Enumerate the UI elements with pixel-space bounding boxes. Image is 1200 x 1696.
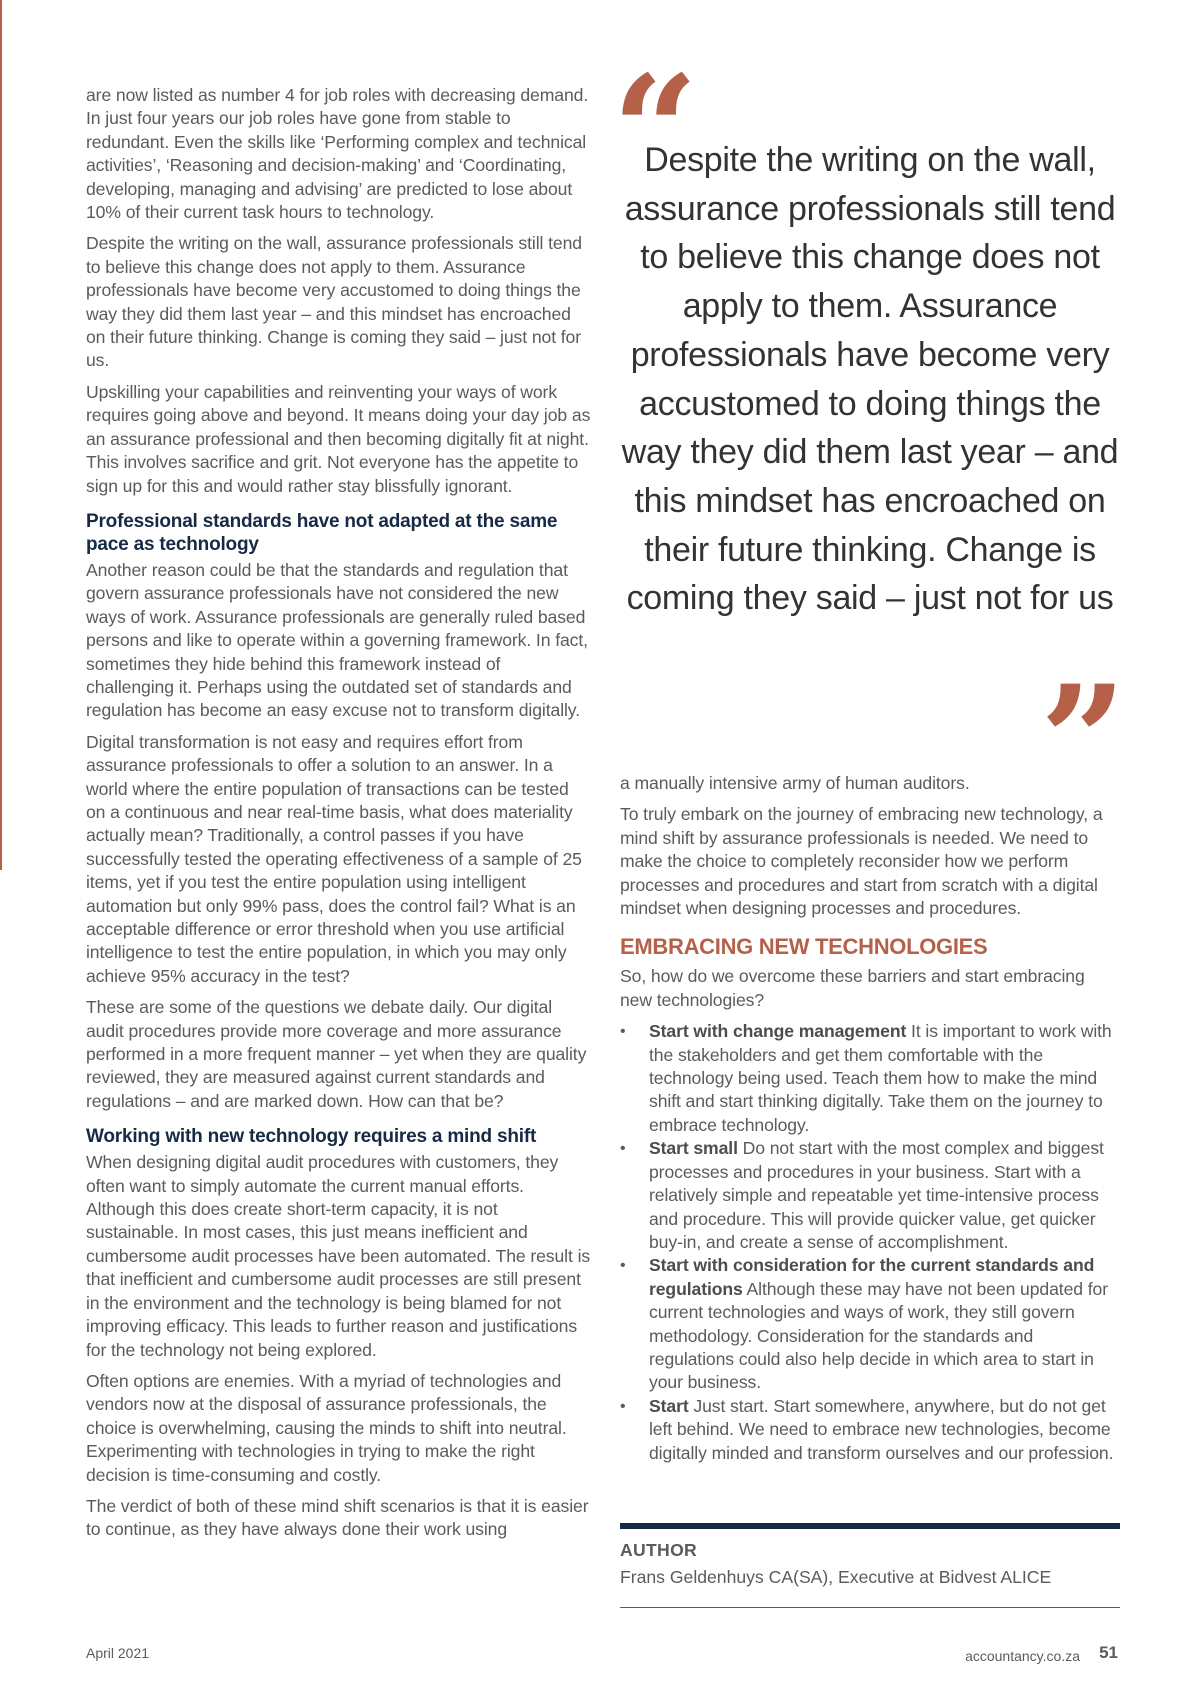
section-heading-standards: Professional standards have not adapted at the same pace as technology [86, 510, 558, 555]
open-quote-icon: “ [612, 43, 699, 219]
left-paragraph-9: The verdict of both of these mind shift scenarios is that it is easier to continue, as they have always done their work using [86, 1495, 589, 1540]
right-paragraph-3: So, how do we overcome these barriers and start embracing new technologies? [620, 966, 1085, 1010]
list-item-text: Although these may have not been updated for current technologies and ways of work, they still govern methodology. Consideration for the standards and regulations could also help decide in which area to start in your business. [649, 1278, 1108, 1393]
list-item [620, 1137, 1120, 1254]
left-paragraph-5: Digital transformation is not easy and requires effort from assurance professionals to offer a solution to an answer. In a world where the entire population of transactions can be tested on a continuous and near real-time basis, what does materiality actually mean? Traditionally, a control passes if you have successfully tested the operating effectiveness of a sample of 25 items, yet if you test the entire population using intelligent automation but only 99% pass, does the control fail? What is an acceptable difference or error threshold when you use artificial intelligence to test the entire population, in which you may only achieve 95% accuracy in the test? [86, 731, 582, 986]
page-edge-rule [0, 0, 2, 870]
pull-quote-text: Despite the writing on the wall, assurance professionals still tend to believe this change does not apply to them. Assurance professionals have become very accustomed to doing things the way they did them last year – and this mindset has encroached on their future thinking. Change is coming they said – just not for us [621, 141, 1119, 618]
left-column [86, 84, 591, 1550]
bullet-list [620, 1020, 1120, 1465]
bullet-icon: • [620, 1140, 626, 1158]
section-heading-mind-shift: Working with new technology requires a mind shift [86, 1126, 537, 1148]
section-heading-embracing: EMBRACING NEW TECHNOLOGIES [620, 934, 988, 960]
left-paragraph-4: Another reason could be that the standards and regulation that govern assurance professionals have not considered the new ways of work. Assurance professionals are generally ruled based persons and like to operate within a governing framework. In fact, sometimes they hide behind this framework instead of challenging it. Perhaps using the outdated set of standards and regulation has become an easy excuse not to transform digitally. [86, 559, 588, 721]
left-paragraph-8: Often options are enemies. With a myriad of technologies and vendors now at the disposal of assurance professionals, the choice is overwhelming, causing the minds to shift into neutral. Experimenting with technologies in trying to make the right decision is time-consuming and costly. [86, 1370, 567, 1485]
list-item-text: It is important to work with the stakeholders and get them comfortable with the technology being used. Teach them how to make the mind shift and start thinking digitally. Take them on the journey to embrace technology. [649, 1021, 1112, 1135]
list-item-text: Do not start with the most complex and biggest processes and procedures in your business. Start with a relatively simple and repeatable yet time-intensive process and procedure. This will provide quicker value, get quicker buy-in, and create a sense of accomplishment. [649, 1138, 1104, 1252]
bullet-icon: • [620, 1397, 626, 1415]
author-label: AUTHOR [620, 1540, 698, 1560]
list-item-title: Start with consideration for the current standards and regulations [649, 1255, 1095, 1299]
author-divider-bottom [620, 1607, 1120, 1608]
list-item-title: Start with change management [649, 1021, 907, 1042]
bullet-icon: • [620, 1023, 626, 1041]
list-item-text: Just start. Start somewhere, anywhere, but do not get left behind. We need to embrace new technologies, become digitally minded and transform ourselves and our profession. [649, 1395, 1114, 1463]
list-item-title: Start [649, 1395, 689, 1416]
list-item [620, 1254, 1120, 1394]
footer-site-link[interactable]: accountancy.co.za [965, 1648, 1080, 1664]
left-paragraph-3: Upskilling your capabilities and reinventing your ways of work requires going above and beyond. It means doing your day job as an assurance professional and then becoming digitally fit at night. This involves sacrifice and grit. Not everyone has the appetite to sign up for this and would rather stay blissfully ignorant. [86, 381, 591, 496]
left-paragraph-6: These are some of the questions we debate daily. Our digital audit procedures provide more coverage and more assurance performed in a more frequent manner – yet when they are quality reviewed, they are measured against current standards and regulations – and are marked down. How can that be? [86, 997, 587, 1111]
right-column [620, 772, 1120, 1465]
left-paragraph-7: When designing digital audit procedures with customers, they often want to simply automate the current manual efforts. Although this does create short-term capacity, it is not sustainable. In most cases, this just means inefficient and cumbersome audit processes have been automated. The result is that inefficient and cumbersome audit processes are still present in the environment and the technology is being blamed for not improving efficacy. This leads to further reason and justifications for the technology not being explored. [86, 1152, 591, 1360]
left-paragraph-2: Despite the writing on the wall, assurance professionals still tend to believe this change does not apply to them. Assurance professionals have become very accustomed to doing things the way they did them last year – and this mindset has encroached on their future thinking. Change is coming they said – just not for us. [86, 233, 582, 371]
list-item [620, 1020, 1120, 1137]
list-item-title: Start small [649, 1138, 738, 1159]
right-paragraph-1: a manually intensive army of human auditors. [620, 773, 970, 793]
author-name: Frans Geldenhuys CA(SA), Executive at Bidvest ALICE [620, 1567, 1052, 1587]
left-paragraph-1: are now listed as number 4 for job roles with decreasing demand. In just four years our job roles have gone from stable to redundant. Even the skills like ‘Performing complex and technical activities’, ‘Reasoning and decision-making’ and ‘Coordinating, developing, managing and advising’ are predicted to lose about 10% of their current task hours to technology. [86, 85, 589, 223]
bullet-icon: • [620, 1257, 626, 1275]
author-divider-top [620, 1523, 1120, 1529]
close-quote-icon: ” [1040, 653, 1127, 829]
list-item [620, 1395, 1120, 1465]
footer-date: April 2021 [86, 1645, 150, 1661]
right-paragraph-2: To truly embark on the journey of embracing new technology, a mind shift by assurance professionals is needed. We need to make the choice to completely reconsider how we perform processes and procedures and start from scratch with a digital mindset when designing processes and procedures. [620, 804, 1103, 919]
page-number: 51 [1099, 1643, 1118, 1662]
